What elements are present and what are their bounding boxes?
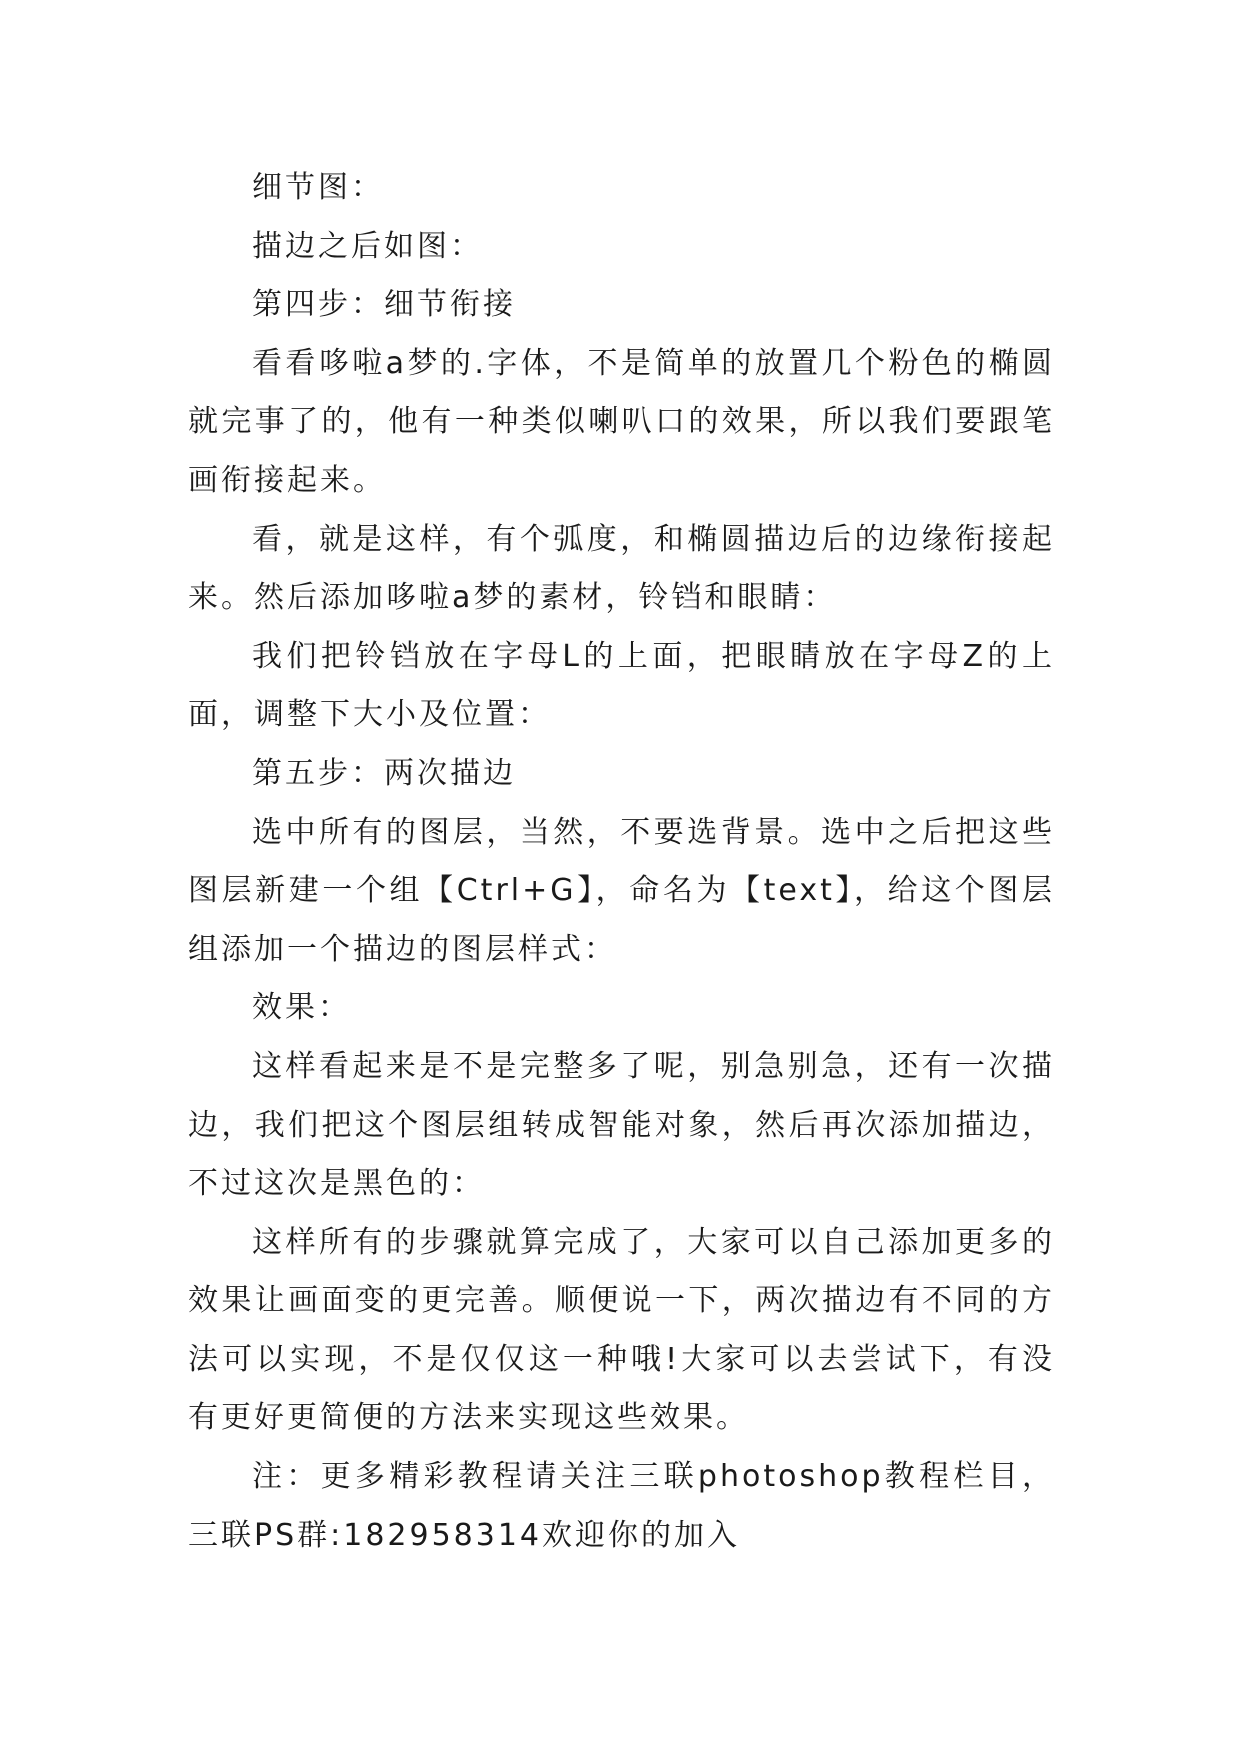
paragraph-step-five-group: 选中所有的图层，当然，不要选背景。选中之后把这些图层新建一个组【Ctrl+G】，命名为【text】，给这个图层组添加一个描边的图层样式： bbox=[188, 814, 1055, 967]
heading-step-five: 第五步：两次描边 bbox=[252, 755, 516, 791]
paragraph-after-stroke-caption: 描边之后如图： bbox=[252, 228, 483, 264]
paragraph-step-four-placement: 我们把铃铛放在字母L的上面，把眼睛放在字母Z的上面，调整下大小及位置： bbox=[188, 638, 1055, 733]
paragraph-step-four-curve: 看，就是这样，有个弧度，和椭圆描边后的边缘衔接起来。然后添加哆啦a梦的素材，铃铛和眼睛： bbox=[188, 521, 1055, 616]
text-column bbox=[188, 159, 1055, 1565]
heading-step-four: 第四步：细节衔接 bbox=[252, 287, 516, 323]
paragraph-second-stroke: 这样看起来是不是完整多了呢，别急别急，还有一次描边，我们把这个图层组转成智能对象，然后再次添加描边，不过这次是黑色的： bbox=[188, 1048, 1055, 1202]
paragraph-effect-caption: 效果： bbox=[252, 990, 351, 1026]
paragraph-step-four-intro: 看看哆啦a梦的.字体，不是简单的放置几个粉色的椭圆就完事了的，他有一种类似喇叭口的效果，所以我们要跟笔画衔接起来。 bbox=[188, 345, 1055, 498]
paragraph-footer-note: 注：更多精彩教程请关注三联photoshop教程栏目，三联PS群:182958314欢迎你的加入 bbox=[188, 1459, 1055, 1553]
paragraph-conclusion: 这样所有的步骤就算完成了，大家可以自己添加更多的效果让画面变的更完善。顺便说一下，两次描边有不同的方法可以实现，不是仅仅这一种哦!大家可以去尝试下，有没有更好更简便的方法来实现这些效果。 bbox=[188, 1224, 1055, 1436]
paragraph-detail-image-caption: 细节图： bbox=[252, 170, 384, 205]
